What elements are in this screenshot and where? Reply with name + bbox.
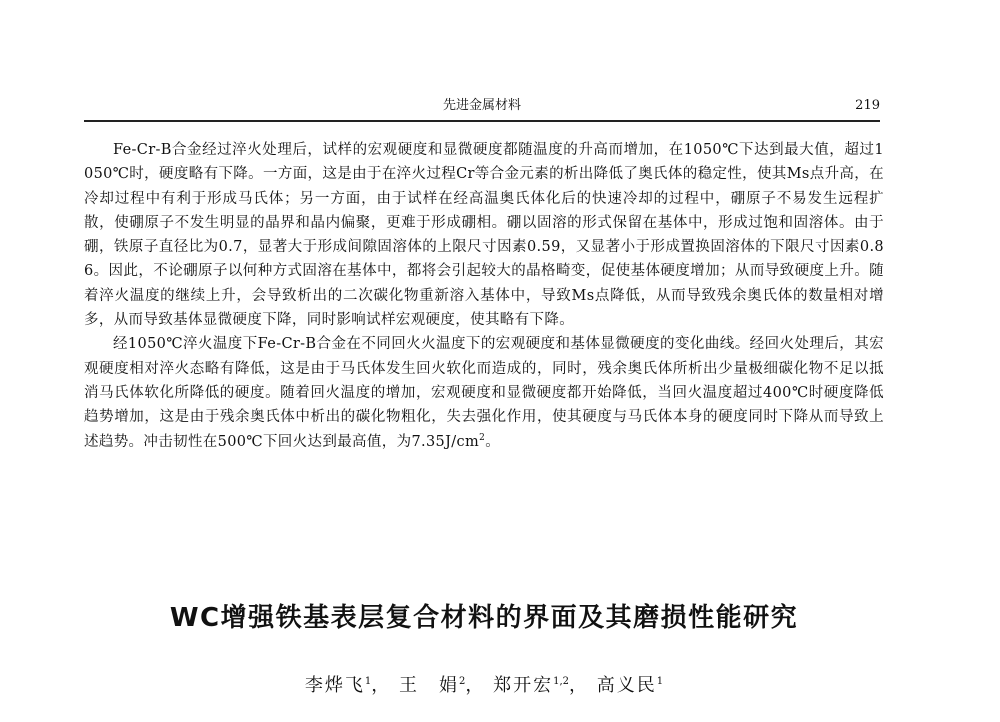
author-separator: ， (465, 675, 486, 696)
article-title: WC增强铁基表层复合材料的界面及其磨损性能研究 (169, 603, 799, 633)
author-name: 郑开宏 (493, 675, 554, 696)
body-text (84, 138, 884, 454)
author-list (84, 672, 884, 700)
author-separator: ， (569, 675, 589, 696)
author-name: 王 娟 (398, 675, 459, 696)
author-name: 李烨飞 (304, 675, 365, 696)
author-affiliation: 1 (656, 676, 664, 687)
unit-exponent: 2 (479, 432, 486, 443)
running-header (84, 96, 880, 118)
author-wang-juan (399, 675, 485, 696)
author-separator: ， (371, 675, 392, 696)
header-rule (84, 120, 880, 122)
author-gao-yimin (597, 675, 663, 696)
journal-name: 先进金属材料 (442, 98, 521, 113)
page-number: 219 (855, 98, 880, 113)
paragraph-tempering (84, 332, 884, 453)
author-name: 高义民 (596, 675, 657, 696)
author-affiliation: 1 (364, 676, 372, 687)
author-li-yefei (305, 675, 391, 696)
author-zheng-kaihong (493, 675, 589, 696)
paragraph-quenching-text: Fe-Cr-B合金经过淬火处理后，试样的宏观硬度和显微硬度都随温度的升高而增加，在1050℃下达到最大值，超过1050℃时，硬度略有下降。一方面，这是由于在淬火过程Cr等合金元素的析出降低了奥氏体的稳定性，使其Ms点升高，在冷却过程中有利于形成马氏体；另一方面，由于试样在经高温奥氏体化后的快速冷却的过程中，硼原子不易发生远程扩散，使硼原子不发生明显的晶界和晶内偏聚，更难于形成硼相。硼以固溶的形式保留在基体中，形成过饱和固溶体。由于硼，铁原子直径比为0.7，显著大于形成间隙固溶体的上限尺寸因素0.59，又显著小于形成置换固溶体的下限尺寸因素0.86。因此，不论硼原子以何种方式固溶在基体中，都将会引起较大的晶格畸变，促使基体硬度增加；从而导致硬度上升。随着淬火温度的继续上升，会导致析出的二次碳化物重新溶入基体中，导致Ms点降低，从而导致残余奥氏体的数量相对增多，从而导致基体显微硬度下降，同时影响试样宏观硬度，使其略有下降。 (84, 142, 884, 329)
paragraph-quenching (84, 138, 884, 332)
author-affiliation: 1,2 (553, 676, 569, 687)
author-affiliation: 2 (458, 676, 466, 687)
paragraph-tempering-text: 经1050℃淬火温度下Fe-Cr-B合金在不同回火火温度下的宏观硬度和基体显微硬度的变化曲线。经回火处理后，其宏观硬度相对淬火态略有降低，这是由于马氏体发生回火软化而造成的，同时，残余奥氏体所析出少量极细碳化物不足以抵消马氏体软化所降低的硬度。随着回火温度的增加，宏观硬度和显微硬度都开始降低，当回火温度超过400℃时硬度降低趋势增加，这是由于残余奥氏体中析出的碳化物粗化，失去强化作用，使其硬度与马氏体本身的硬度同时下降从而导致上述趋势。冲击韧性在500℃下回火达到最高值，为7.35J/cm (84, 336, 884, 450)
paragraph-end-punct: 。 (485, 433, 501, 450)
